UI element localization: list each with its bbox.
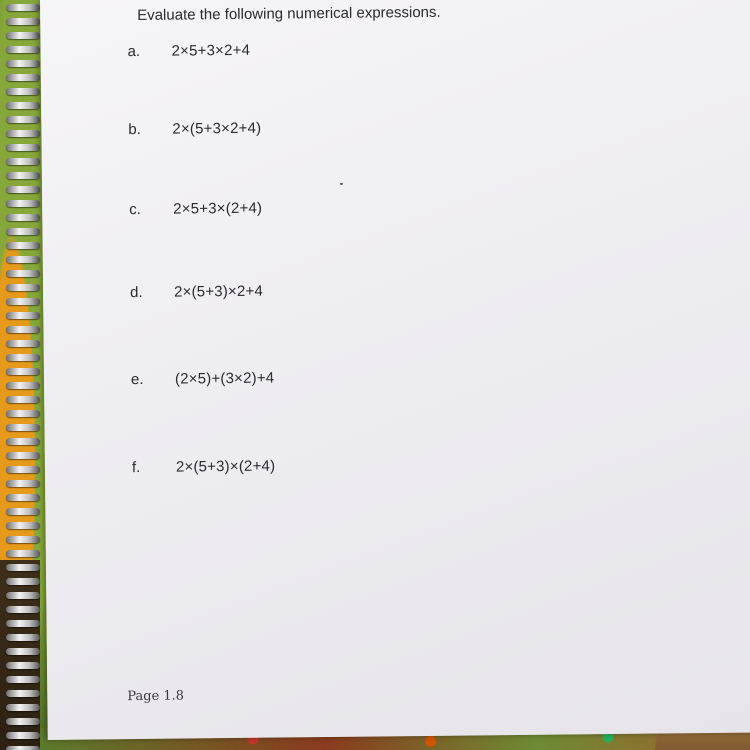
- problem-expression: 2×5+3×2+4: [171, 41, 251, 60]
- spiral-coil: [6, 228, 40, 235]
- problem-letter: e.: [130, 370, 144, 389]
- problem-letter: d.: [129, 283, 143, 302]
- problem-c: [129, 200, 262, 218]
- spiral-coil: [6, 662, 40, 669]
- spiral-coil: [6, 690, 40, 697]
- spiral-coil: [6, 704, 40, 711]
- spiral-coil: [6, 550, 40, 557]
- spiral-coil: [6, 676, 40, 683]
- spiral-coil: [6, 284, 40, 291]
- spiral-coil: [6, 592, 40, 599]
- spiral-coil: [6, 396, 40, 403]
- spiral-coil: [6, 46, 40, 53]
- page-number: Page 1.8: [127, 688, 185, 705]
- problem-b: [128, 120, 261, 138]
- spiral-coil: [6, 326, 40, 333]
- spiral-coil: [6, 718, 40, 725]
- spiral-coil: [6, 564, 40, 571]
- spiral-coil: [6, 130, 40, 137]
- spiral-coil: [6, 620, 40, 627]
- problem-d: [130, 283, 263, 301]
- problem-expression: 2×(5+3)×2+4: [173, 282, 264, 301]
- spiral-coil: [6, 438, 40, 445]
- spiral-coil: [6, 270, 40, 277]
- paper-speck: [340, 183, 343, 185]
- spiral-coil: [6, 732, 40, 739]
- spiral-coil: [6, 634, 40, 641]
- spiral-coil: [6, 340, 40, 347]
- spiral-coil: [6, 242, 40, 249]
- spiral-coil: [6, 606, 40, 613]
- spiral-coil: [6, 200, 40, 207]
- spiral-coil: [6, 480, 40, 487]
- spiral-coil: [6, 74, 40, 81]
- spiral-coil: [6, 410, 40, 417]
- problem-e: [131, 370, 275, 389]
- problem-expression: 2×(5+3)×(2+4): [175, 457, 276, 476]
- spiral-coil: [6, 536, 40, 543]
- spiral-coil: [6, 578, 40, 585]
- problem-letter: a.: [127, 42, 141, 61]
- spiral-coil: [6, 746, 40, 750]
- spiral-coil: [6, 88, 40, 95]
- spiral-coil: [6, 214, 40, 221]
- spiral-binding: [6, 0, 42, 750]
- spiral-coil: [6, 102, 40, 109]
- spiral-coil: [6, 256, 40, 263]
- spiral-coil: [6, 172, 40, 179]
- spiral-coil: [6, 382, 40, 389]
- spiral-coil: [6, 32, 40, 39]
- worksheet-page: [40, 0, 750, 740]
- problem-expression: 2×5+3×(2+4): [173, 199, 263, 218]
- problem-letter: c.: [129, 200, 141, 219]
- spiral-coil: [6, 648, 40, 655]
- spiral-coil: [6, 186, 40, 193]
- spiral-coil: [6, 158, 40, 165]
- spiral-coil: [6, 466, 40, 473]
- spiral-coil: [6, 18, 40, 25]
- spiral-coil: [6, 452, 40, 459]
- spiral-coil: [6, 116, 40, 123]
- spiral-coil: [6, 60, 40, 67]
- spiral-coil: [6, 424, 40, 431]
- problem-expression: 2×(5+3×2+4): [172, 119, 262, 138]
- spiral-coil: [6, 144, 40, 151]
- problem-expression: (2×5)+(3×2)+4: [174, 369, 275, 388]
- instruction-text: Evaluate the following numerical expressions.: [137, 3, 441, 24]
- spiral-coil: [6, 298, 40, 305]
- spiral-coil: [6, 494, 40, 501]
- problem-a: [127, 42, 250, 60]
- spiral-coil: [6, 508, 40, 515]
- problem-letter: b.: [128, 120, 141, 139]
- spiral-coil: [6, 354, 40, 361]
- problem-letter: f.: [131, 458, 141, 477]
- problem-f: [132, 458, 276, 477]
- spiral-coil: [6, 522, 40, 529]
- spiral-coil: [6, 312, 40, 319]
- spiral-coil: [6, 4, 40, 11]
- spiral-coil: [6, 368, 40, 375]
